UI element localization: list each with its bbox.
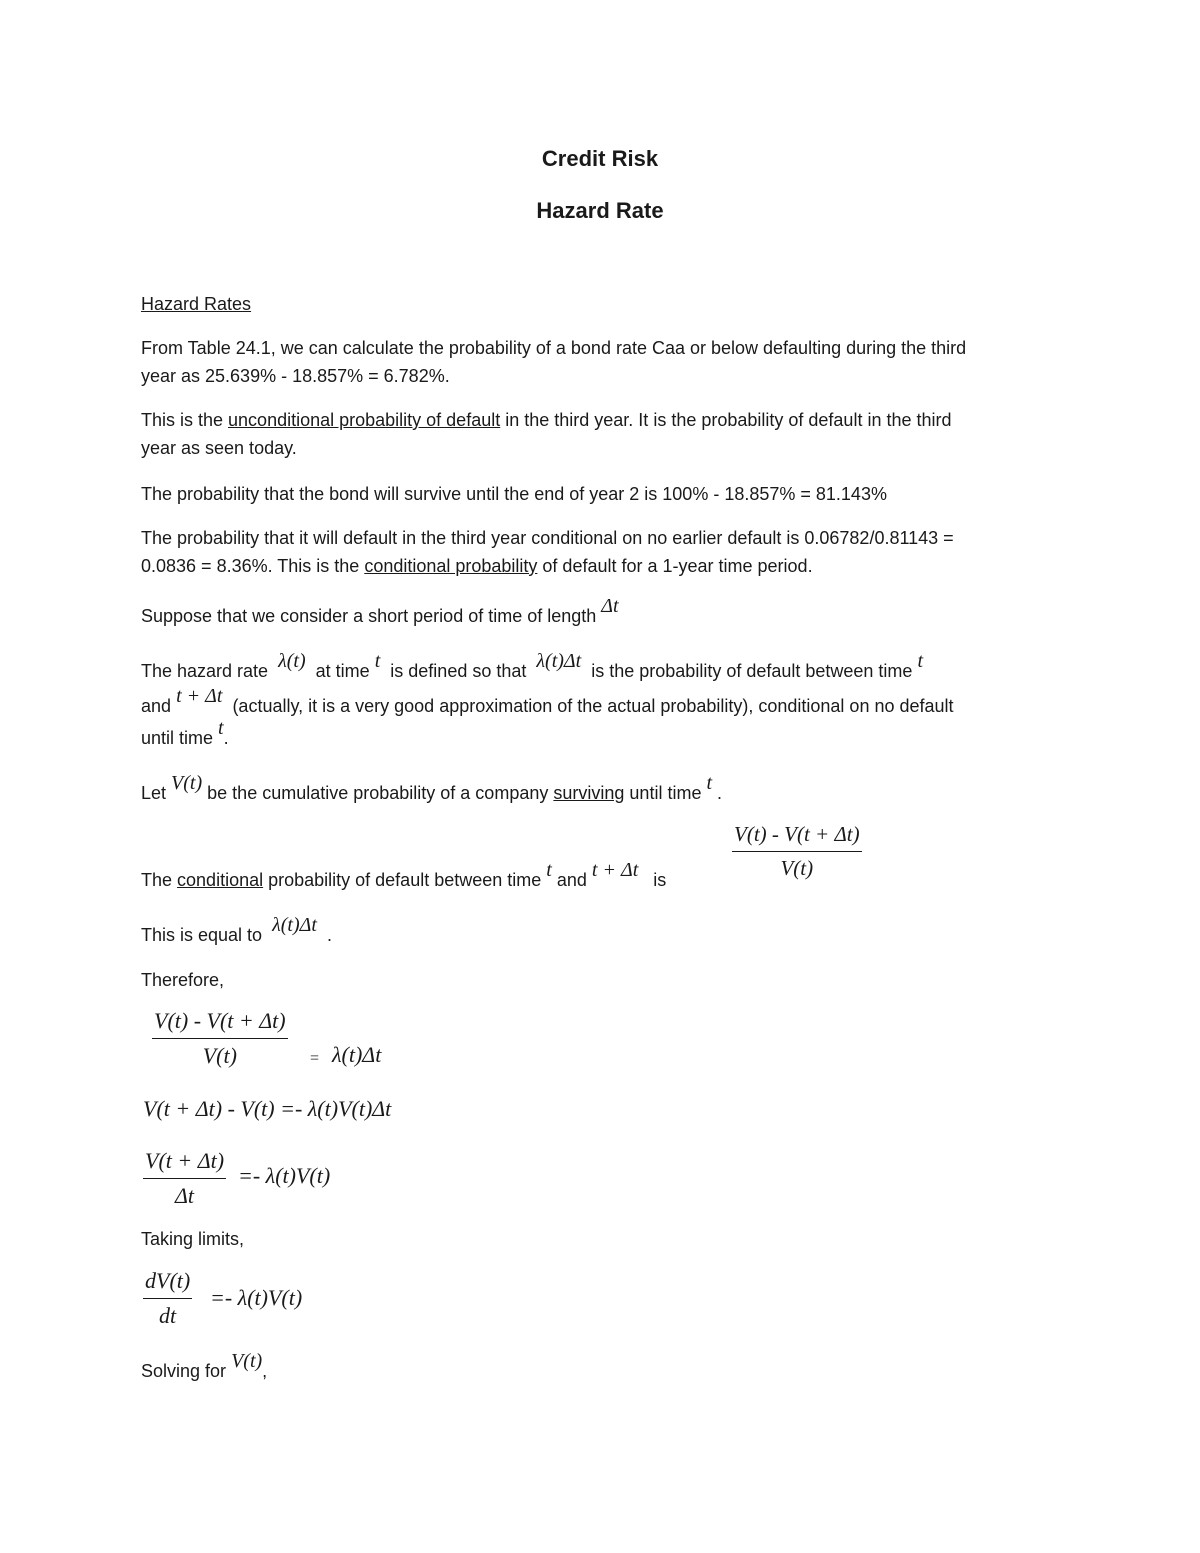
equation-4-fraction: $\frac{dV(t)}{dt}$ [145, 1268, 191, 1328]
solving-for-text: Solving for V(t), [141, 1350, 268, 1381]
unconditional-probability-term: unconditional probability of default [228, 410, 501, 430]
page-title: Credit Risk [541, 146, 659, 171]
paragraph-1-line-2: year as 25.639% - 18.857% = 6.782%. [141, 366, 450, 386]
equation-3-fraction: $\frac{V(t + \Delta t)}{\Delta t}$ [145, 1148, 225, 1208]
paragraph-4-line-1: The probability that it will default in the third year conditional on no earlier default is 0.06782/0.81143 = [141, 528, 954, 548]
paragraph-6-line-3: until time t. [141, 717, 229, 748]
section-heading: Hazard Rates [141, 294, 252, 314]
paragraph-8: The conditional probability of default between time t and t + Δt is [141, 859, 667, 890]
surviving-term: surviving [553, 783, 625, 803]
page-subtitle: Hazard Rate [536, 198, 664, 223]
delta-t-math: Δt [601, 595, 619, 617]
paragraph-6-line-1: The hazard rate λ(t) at time t is defined so that λ(t)Δt is the probability of default between time t [141, 650, 924, 681]
conditional-probability-term: conditional probability [364, 556, 538, 576]
equation-3-rhs: =- λ(t)V(t) [238, 1163, 331, 1188]
equation-2: V(t + Δt) - V(t) =- λ(t)V(t)Δt [143, 1096, 392, 1121]
conditional-term: conditional [177, 870, 264, 890]
equation-4-rhs: =- λ(t)V(t) [210, 1285, 303, 1310]
equation-1-fraction: $\frac{V(t) - V(t + \Delta t)}{V(t)}$ [154, 1008, 286, 1068]
survival-function-math: V(t) [171, 772, 203, 794]
paragraph-7: Let V(t) be the cumulative probability of a company surviving until time t . [141, 772, 723, 803]
paragraph-1-line-1: From Table 24.1, we can calculate the probability of a bond rate Caa or below defaulting during the third [141, 338, 967, 358]
paragraph-2-line-2: year as seen today. [141, 438, 297, 458]
therefore-text: Therefore, [141, 970, 225, 990]
hazard-rate-math: λ(t) [278, 650, 306, 672]
equation-1-rhs: λ(t)Δt [332, 1042, 382, 1067]
paragraph-9: This is equal to λ(t)Δt . [141, 914, 332, 945]
paragraph-2-line-1: This is the unconditional probability of default in the third year. It is the probability of default in the third [141, 410, 952, 430]
conditional-probability-fraction: $\frac{V(t) - V(t + \Delta t)}{V(t)}$ [734, 822, 860, 880]
paragraph-5: Suppose that we consider a short period of time of length Δt [141, 595, 619, 626]
paragraph-4-line-2: 0.0836 = 8.36%. This is the conditional probability of default for a 1-year time period. [141, 556, 813, 576]
equation-1-equals: = [310, 1050, 320, 1067]
paragraph-6-line-2: and t + Δt (actually, it is a very good approximation of the actual probability), conditional on no default [141, 685, 954, 716]
paragraph-3: The probability that the bond will survive until the end of year 2 is 100% - 18.857% = 81.143% [141, 484, 887, 504]
taking-limits-text: Taking limits, [141, 1229, 245, 1249]
